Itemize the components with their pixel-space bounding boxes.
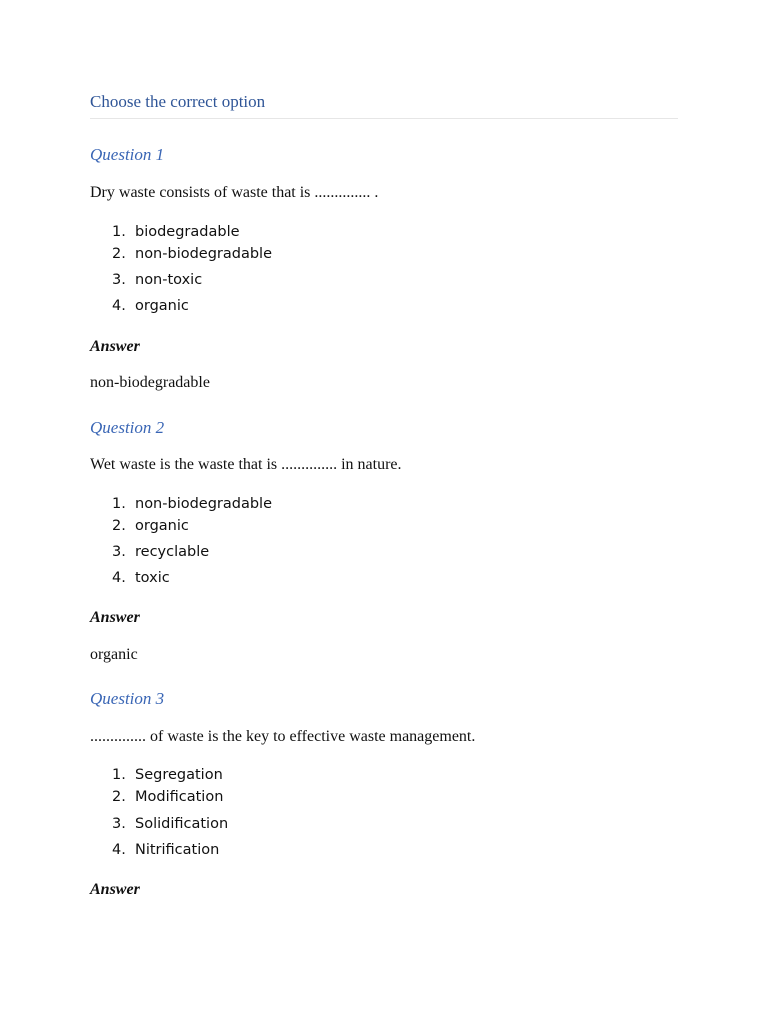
option-number: 2. <box>112 246 126 262</box>
option-number: 1. <box>112 767 126 783</box>
option-number: 1. <box>112 496 126 512</box>
answer-value: non-biodegradable <box>90 374 210 391</box>
question-2-text: Wet waste is the waste that is .............. in nature. <box>90 456 402 473</box>
option-number: 4. <box>112 842 126 858</box>
section-heading: Choose the correct option <box>90 92 678 119</box>
answer-value: organic <box>90 646 138 663</box>
option-label: Nitrification <box>135 842 220 858</box>
option-number: 2. <box>112 518 126 534</box>
option-label: Modification <box>135 789 224 805</box>
question-3-text: .............. of waste is the key to effective waste management. <box>90 728 476 745</box>
answer-label: Answer <box>90 881 140 898</box>
answer-label: Answer <box>90 609 140 626</box>
option-number: 3. <box>112 544 126 560</box>
question-3-title: Question 3 <box>90 689 165 708</box>
option-number: 3. <box>112 272 126 288</box>
option-label: recyclable <box>135 544 210 560</box>
question-2-title: Question 2 <box>90 418 165 437</box>
option-label: biodegradable <box>135 224 240 240</box>
option-number: 2. <box>112 789 126 805</box>
option-label: Solidification <box>135 816 229 832</box>
option-label: organic <box>135 518 189 534</box>
option-number: 1. <box>112 224 126 240</box>
option-number: 4. <box>112 570 126 586</box>
option-label: toxic <box>135 570 170 586</box>
question-1-title: Question 1 <box>90 145 165 164</box>
answer-label: Answer <box>90 338 140 355</box>
question-1-text: Dry waste consists of waste that is .............. . <box>90 184 379 201</box>
option-number: 4. <box>112 298 126 314</box>
option-number: 3. <box>112 816 126 832</box>
option-label: organic <box>135 298 189 314</box>
option-label: Segregation <box>135 767 223 783</box>
option-label: non-biodegradable <box>135 496 273 512</box>
option-label: non-biodegradable <box>135 246 273 262</box>
option-label: non-toxic <box>135 272 203 288</box>
